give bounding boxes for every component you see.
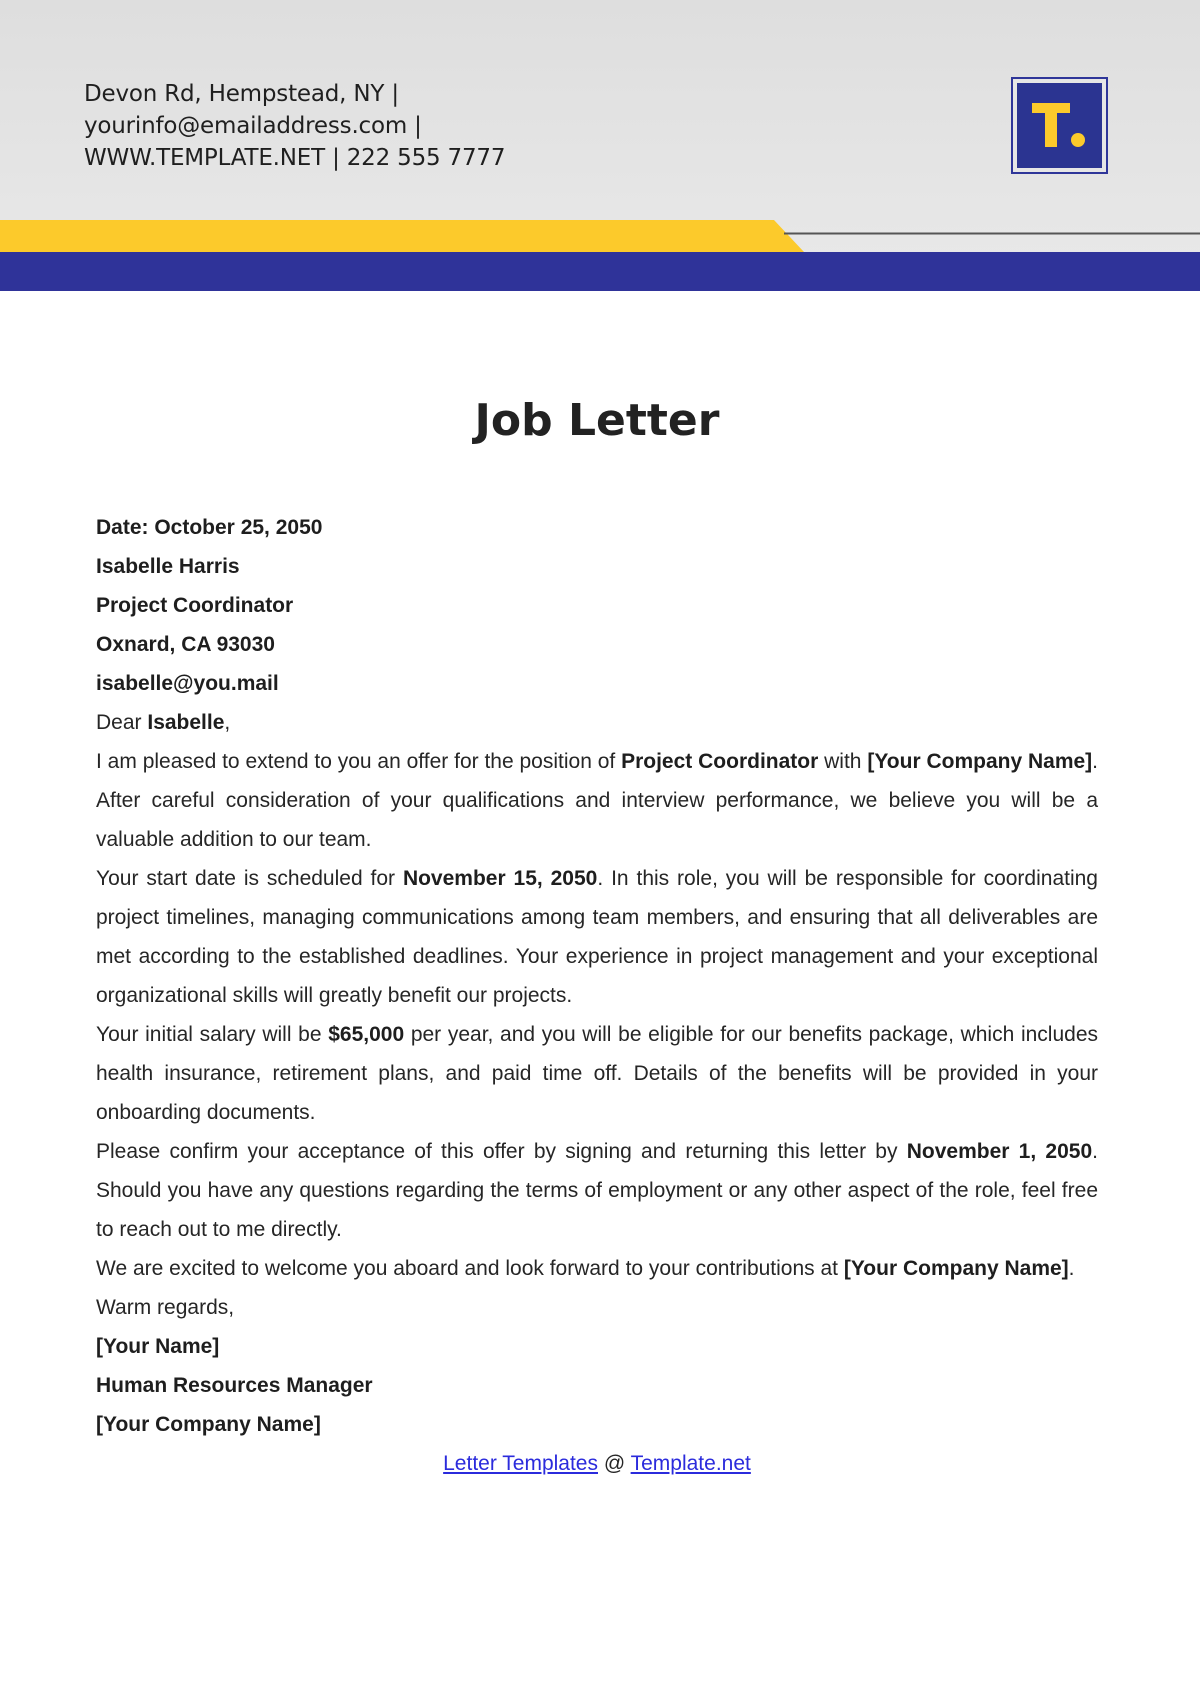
logo-mark-icon bbox=[1025, 91, 1095, 161]
letter-templates-link[interactable]: Letter Templates bbox=[443, 1452, 598, 1475]
welcome-paragraph: We are excited to welcome you aboard and look forward to your contributions at [Your Company Name]. bbox=[96, 1257, 1075, 1280]
offer-paragraph: I am pleased to extend to you an offer for the position of Project Coordinator with [Your Company Name]. After careful consideration of your qualifications and interview performance, we believe you will be a valuable addition to our team. bbox=[96, 750, 1099, 851]
navy-band bbox=[0, 252, 1200, 291]
salary-paragraph: Your initial salary will be $65,000 per year, and you will be eligible for our benefits package, which includes health insurance, retirement plans, and paid time off. Details of the benefits will be provided in your onboarding documents. bbox=[96, 1023, 1098, 1124]
footer-links bbox=[96, 1444, 1098, 1483]
recipient-title: Project Coordinator bbox=[96, 594, 294, 617]
letter-body bbox=[96, 508, 1098, 1483]
sender-name: [Your Name] bbox=[96, 1335, 220, 1358]
contact-email: yourinfo@emailaddress.com | bbox=[84, 113, 422, 139]
template-net-link[interactable]: Template.net bbox=[630, 1452, 751, 1475]
acceptance-paragraph: Please confirm your acceptance of this offer by signing and returning this letter by November 1, 2050. Should you have any questions regarding the terms of employment or any other aspect of the role, feel free to reach out to me directly. bbox=[96, 1140, 1098, 1241]
yellow-stripe bbox=[0, 220, 804, 252]
recipient-email: isabelle@you.mail bbox=[96, 672, 279, 695]
recipient-address: Oxnard, CA 93030 bbox=[96, 633, 275, 656]
closing: Warm regards, bbox=[96, 1296, 235, 1319]
contact-website-phone: WWW.TEMPLATE.NET | 222 555 7777 bbox=[84, 145, 506, 171]
contact-info bbox=[84, 78, 505, 174]
footer-separator: @ bbox=[598, 1452, 631, 1475]
contact-address: Devon Rd, Hempstead, NY | bbox=[84, 81, 399, 107]
page-title: Job Letter bbox=[474, 395, 720, 446]
logo-badge bbox=[1017, 83, 1102, 168]
recipient-name: Isabelle Harris bbox=[96, 555, 240, 578]
greeting: Dear Isabelle, bbox=[96, 711, 231, 734]
sender-title: Human Resources Manager bbox=[96, 1374, 373, 1397]
company-logo bbox=[1011, 77, 1108, 174]
sender-company: [Your Company Name] bbox=[96, 1413, 321, 1436]
letterhead bbox=[0, 0, 1200, 291]
start-date-paragraph: Your start date is scheduled for November 15, 2050. In this role, you will be responsible for coordinating project timelines, managing communications among team members, and ensuring that all deliverables are met according to the established deadlines. Your experience in project management and your exceptional organizational skills will greatly benefit our projects. bbox=[96, 867, 1098, 1007]
letter-date: Date: October 25, 2050 bbox=[96, 516, 323, 539]
